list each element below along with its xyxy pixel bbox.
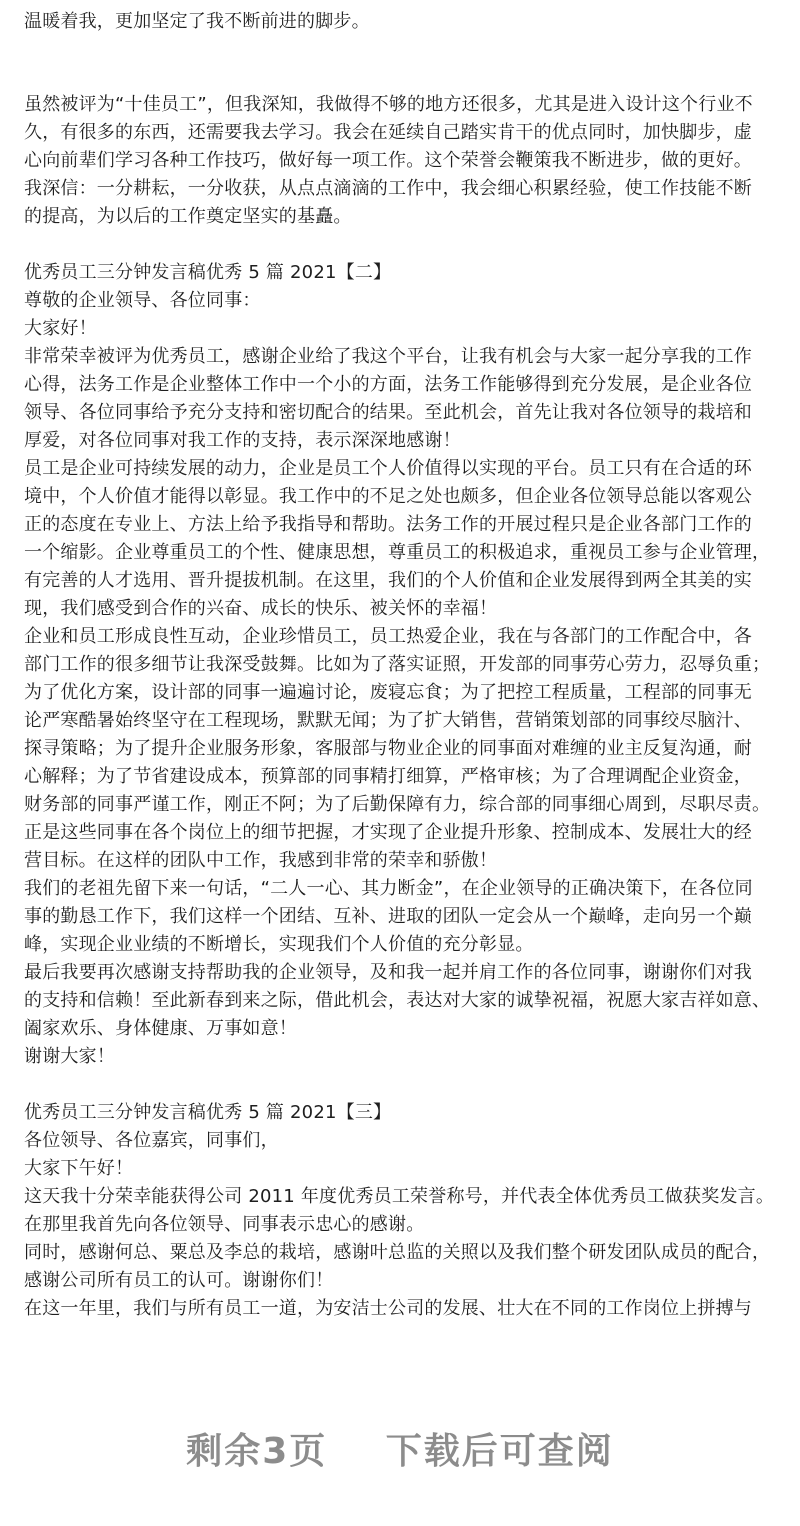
text-line: 的支持和信赖！至此新春到来之际，借此机会，表达对大家的诚挚祝福，祝愿大家吉祥如意、 [24, 990, 771, 1011]
remaining-pages-label: 剩余3页 [186, 1431, 328, 1472]
text-line: 虽然被评为“十佳员工”，但我深知，我做得不够的地方还很多，尤其是进入设计这个行业不 [24, 94, 753, 115]
text-line: 有完善的人才选用、晋升提拔机制。在这里，我们的个人价值和企业发展得到两全其美的实 [24, 570, 752, 591]
text-line: 这天我十分荣幸能获得公司 2011 年度优秀员工荣誉称号，并代表全体优秀员工做获奖发言。 [24, 1186, 775, 1207]
text-line: 探寻策略；为了提升企业服务形象，客服部与物业企业的同事面对难缠的业主反复沟通，耐 [24, 738, 752, 759]
text-line: 阖家欢乐、身体健康、万事如意！ [24, 1018, 297, 1039]
text-line: 营目标。在这样的团队中工作，我感到非常的荣幸和骄傲！ [24, 850, 498, 871]
section-heading: 优秀员工三分钟发言稿优秀 5 篇 2021【三】 [24, 1102, 392, 1123]
text-line: 久，有很多的东西，还需要我去学习。我会在延续自己踏实肯干的优点同时，加快脚步，虚 [24, 122, 752, 143]
text-line: 同时，感谢何总、粟总及李总的栽培，感谢叶总监的关照以及我们整个研发团队成员的配合， [24, 1242, 771, 1263]
text-line: 在那里我首先向各位领导、同事表示忠心的感谢。 [24, 1214, 425, 1235]
text-line: 厚爱，对各位同事对我工作的支持，表示深深地感谢！ [24, 430, 461, 451]
text-line: 境中，个人价值才能得以彰显。我工作中的不足之处也颇多，但企业各位领导总能以客观公 [24, 486, 752, 507]
text-line: 部门工作的很多细节让我深受鼓舞。比如为了落实证照，开发部的同事劳心劳力，忍辱负重； [24, 654, 771, 675]
text-line: 非常荣幸被评为优秀员工，感谢企业给了我这个平台，让我有机会与大家一起分享我的工作 [24, 346, 752, 367]
text-line: 各位领导、各位嘉宾，同事们， [24, 1130, 279, 1151]
text-line: 为了优化方案，设计部的同事一遍遍讨论，废寝忘食；为了把控工程质量，工程部的同事无 [24, 682, 752, 703]
text-line: 我深信：一分耕耘，一分收获，从点点滴滴的工作中，我会细心积累经验，使工作技能不断 [24, 178, 752, 199]
text-line: 事的勤恳工作下，我们这样一个团结、互补、进取的团队一定会从一个巅峰，走向另一个巅 [24, 906, 752, 927]
text-line: 心得，法务工作是企业整体工作中一个小的方面，法务工作能够得到充分发展，是企业各位 [24, 374, 752, 395]
text-line: 正是这些同事在各个岗位上的细节把握，才实现了企业提升形象、控制成本、发展壮大的经 [24, 822, 752, 843]
text-line: 我们的老祖先留下来一句话，“二人一心、其力断金”，在企业领导的正确决策下，在各位同 [24, 878, 753, 899]
section-heading: 优秀员工三分钟发言稿优秀 5 篇 2021【二】 [24, 262, 392, 283]
text-line: 尊敬的企业领导、各位同事： [24, 290, 261, 311]
text-line: 峰，实现企业业绩的不断增长，实现我们个人价值的充分彰显。 [24, 934, 534, 955]
text-line: 心向前辈们学习各种工作技巧，做好每一项工作。这个荣誉会鞭策我不断进步，做的更好。 [24, 150, 752, 171]
download-link[interactable]: 下载后可查阅 [385, 1431, 614, 1472]
text-line: 心解释；为了节省建设成本，预算部的同事精打细算，严格审核；为了合理调配企业资金， [24, 766, 752, 787]
download-banner[interactable] [0, 1422, 800, 1482]
text-line: 领导、各位同事给予充分支持和密切配合的结果。至此机会，首先让我对各位领导的栽培和 [24, 402, 752, 423]
text-line: 的提高，为以后的工作奠定坚实的基矗。 [24, 206, 352, 227]
text-line: 温暖着我，更加坚定了我不断前进的脚步。 [24, 11, 370, 32]
text-line: 在这一年里，我们与所有员工一道，为安洁士公司的发展、壮大在不同的工作岗位上拼搏与 [24, 1298, 752, 1319]
text-line: 员工是企业可持续发展的动力，企业是员工个人价值得以实现的平台。员工只有在合适的环 [24, 458, 752, 479]
text-line: 感谢公司所有员工的认可。谢谢你们！ [24, 1270, 334, 1291]
text-line: 现，我们感受到合作的兴奋、成长的快乐、被关怀的幸福！ [24, 598, 498, 619]
text-line: 论严寒酷暑始终坚守在工程现场，默默无闻；为了扩大销售，营销策划部的同事绞尽脑汁、 [24, 710, 752, 731]
text-line: 谢谢大家！ [24, 1046, 115, 1067]
text-line: 财务部的同事严谨工作，刚正不阿；为了后勤保障有力，综合部的同事细心周到，尽职尽责。 [24, 794, 771, 815]
text-line: 一个缩影。企业尊重员工的个性、健康思想，尊重员工的积极追求，重视员工参与企业管理， [24, 542, 771, 563]
text-line: 最后我要再次感谢支持帮助我的企业领导，及和我一起并肩工作的各位同事，谢谢你们对我 [24, 962, 752, 983]
text-line: 正的态度在专业上、方法上给予我指导和帮助。法务工作的开展过程只是企业各部门工作的 [24, 514, 752, 535]
text-line: 大家下午好！ [24, 1158, 134, 1179]
text-line: 企业和员工形成良性互动，企业珍惜员工，员工热爱企业，我在与各部门的工作配合中，各 [24, 626, 752, 647]
text-line: 大家好！ [24, 318, 97, 339]
